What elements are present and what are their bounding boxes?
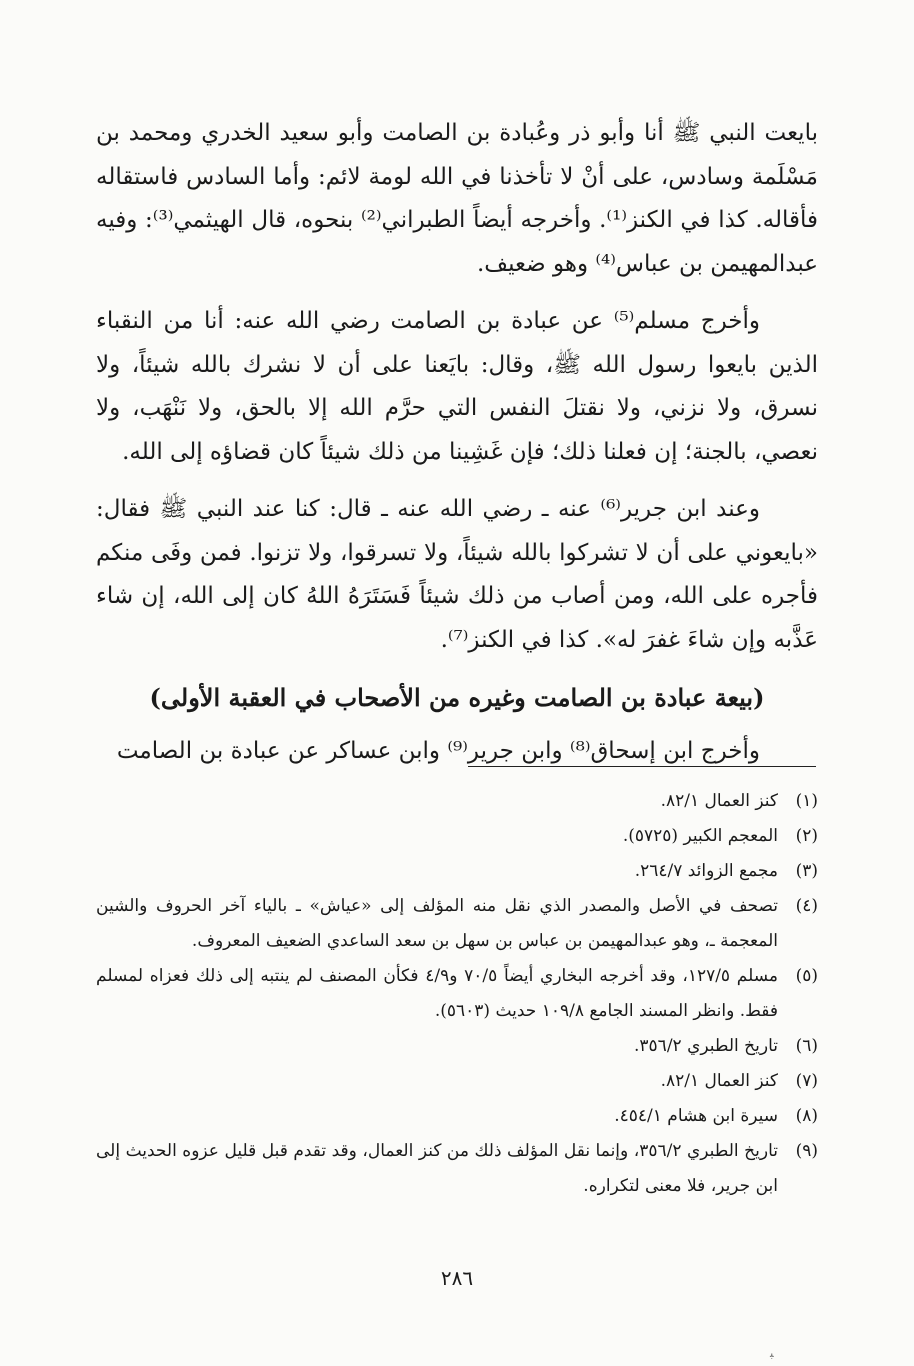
footnote-text: مجمع الزوائد ٢٦٤/٧. — [634, 861, 778, 881]
footnote-9 — [96, 1134, 818, 1204]
footnote-number: (١) — [795, 791, 818, 811]
footnote-number: (٣) — [795, 861, 818, 881]
footnote-7 — [96, 1064, 818, 1099]
footnote-text: تاريخ الطبري ٣٥٦/٢. — [634, 1036, 778, 1056]
paragraph-4: وأخرج ابن إسحاق⁽⁸⁾ وابن جرير⁽⁹⁾ وابن عساكر عن عبادة بن الصامت — [116, 738, 760, 764]
footnotes — [96, 784, 818, 1204]
main-text — [96, 112, 818, 774]
page-number: ٢٨٦ — [440, 1266, 474, 1290]
footnote-text: سيرة ابن هشام ٤٥٤/١. — [614, 1106, 778, 1126]
footnote-5 — [96, 959, 818, 1029]
footnote-4 — [96, 889, 818, 959]
footnote-number: (٥) — [795, 966, 818, 986]
footnote-3 — [96, 854, 818, 889]
footnote-text: مسلم ١٢٧/٥، وقد أخرجه البخاري أيضاً ٧٠/٥ و٤/٩ فكأن المصنف لم ينتبه إلى ذلك فعزاه لمسلم فقط. وانظر المسند الجامع ١٠٩/٨ حديث (٥٦٠٣). — [96, 966, 778, 1021]
footnote-text: تصحف في الأصل والمصدر الذي نقل منه المؤلف إلى «عياش» ـ بالياء آخر الحروف والشين المعجمة ـ، وهو عبدالمهيمن بن عباس بن سهل بن سعد الساعدي الضعيف المعروف. — [96, 896, 778, 951]
footnote-number: (٩) — [795, 1141, 818, 1161]
section-heading: (بيعة عبادة بن الصامت وغيره من الأصحاب في العقبة الأولى) — [149, 683, 765, 712]
paragraph-2: وأخرج مسلم⁽⁵⁾ عن عبادة بن الصامت رضي الله عنه: أنا من النقباء الذين بايعوا رسول الله ﷺ، وقال: بايَعنا على أن لا نشرك بالله شيئاً، ولا نسرق، ولا نزني، ولا نقتلَ النفس التي حرَّم الله إلا بالحق، ولا نَنْهَب، ولا نعصي، بالجنة؛ إن فعلنا ذلك؛ فإن غَشِينا من ذلك شيئاً كان قضاؤه إلى الله. — [96, 308, 818, 465]
footnote-2 — [96, 819, 818, 854]
footnote-text: كنز العمال ٨٢/١. — [660, 1071, 778, 1091]
paragraph-3: وعند ابن جرير⁽⁶⁾ عنه ـ رضي الله عنه ـ قال: كنا عند النبي ﷺ فقال: «بايعوني على أن لا تشركوا بالله شيئاً، ولا تسرقوا، ولا تزنوا. فمن وفَى منكم فأجره على الله، ومن أصاب من ذلك شيئاً فَسَتَرَهُ اللهُ كان إلى الله، إن شاء عَذَّبه وإن شاءَ غفرَ له». كذا في الكنز⁽⁷⁾. — [96, 496, 818, 653]
footnote-text: كنز العمال ٨٢/١. — [660, 791, 778, 811]
footnote-number: (٢) — [795, 826, 818, 846]
footnote-number: (٧) — [795, 1071, 818, 1091]
footnote-divider — [468, 766, 816, 767]
footnote-8 — [96, 1099, 818, 1134]
footnote-text: المعجم الكبير (٥٧٢٥). — [622, 826, 778, 846]
corner-mark: ﺒ — [770, 1346, 774, 1360]
footnote-text: تاريخ الطبري ٣٥٦/٢، وإنما نقل المؤلف ذلك من كنز العمال، وقد تقدم قبل قليل عزوه الحديث إلى ابن جرير، فلا معنى لتكراره. — [96, 1141, 778, 1196]
footnote-number: (٤) — [795, 896, 818, 916]
paragraph-1: بايعت النبي ﷺ أنا وأبو ذر وعُبادة بن الصامت وأبو سعيد الخدري ومحمد بن مَسْلَمة وسادس، على أنْ لا تأخذنا في الله لومة لائم: وأما السادس فاستقاله فأقاله. كذا في الكنز⁽¹⁾. وأخرجه أيضاً الطبراني⁽²⁾ بنحوه، قال الهيثمي⁽³⁾: وفيه عبدالمهيمن بن عباس⁽⁴⁾ وهو ضعيف. — [96, 120, 818, 277]
footnote-number: (٦) — [795, 1036, 818, 1056]
footnote-6 — [96, 1029, 818, 1064]
footnote-1 — [96, 784, 818, 819]
footnote-number: (٨) — [795, 1106, 818, 1126]
